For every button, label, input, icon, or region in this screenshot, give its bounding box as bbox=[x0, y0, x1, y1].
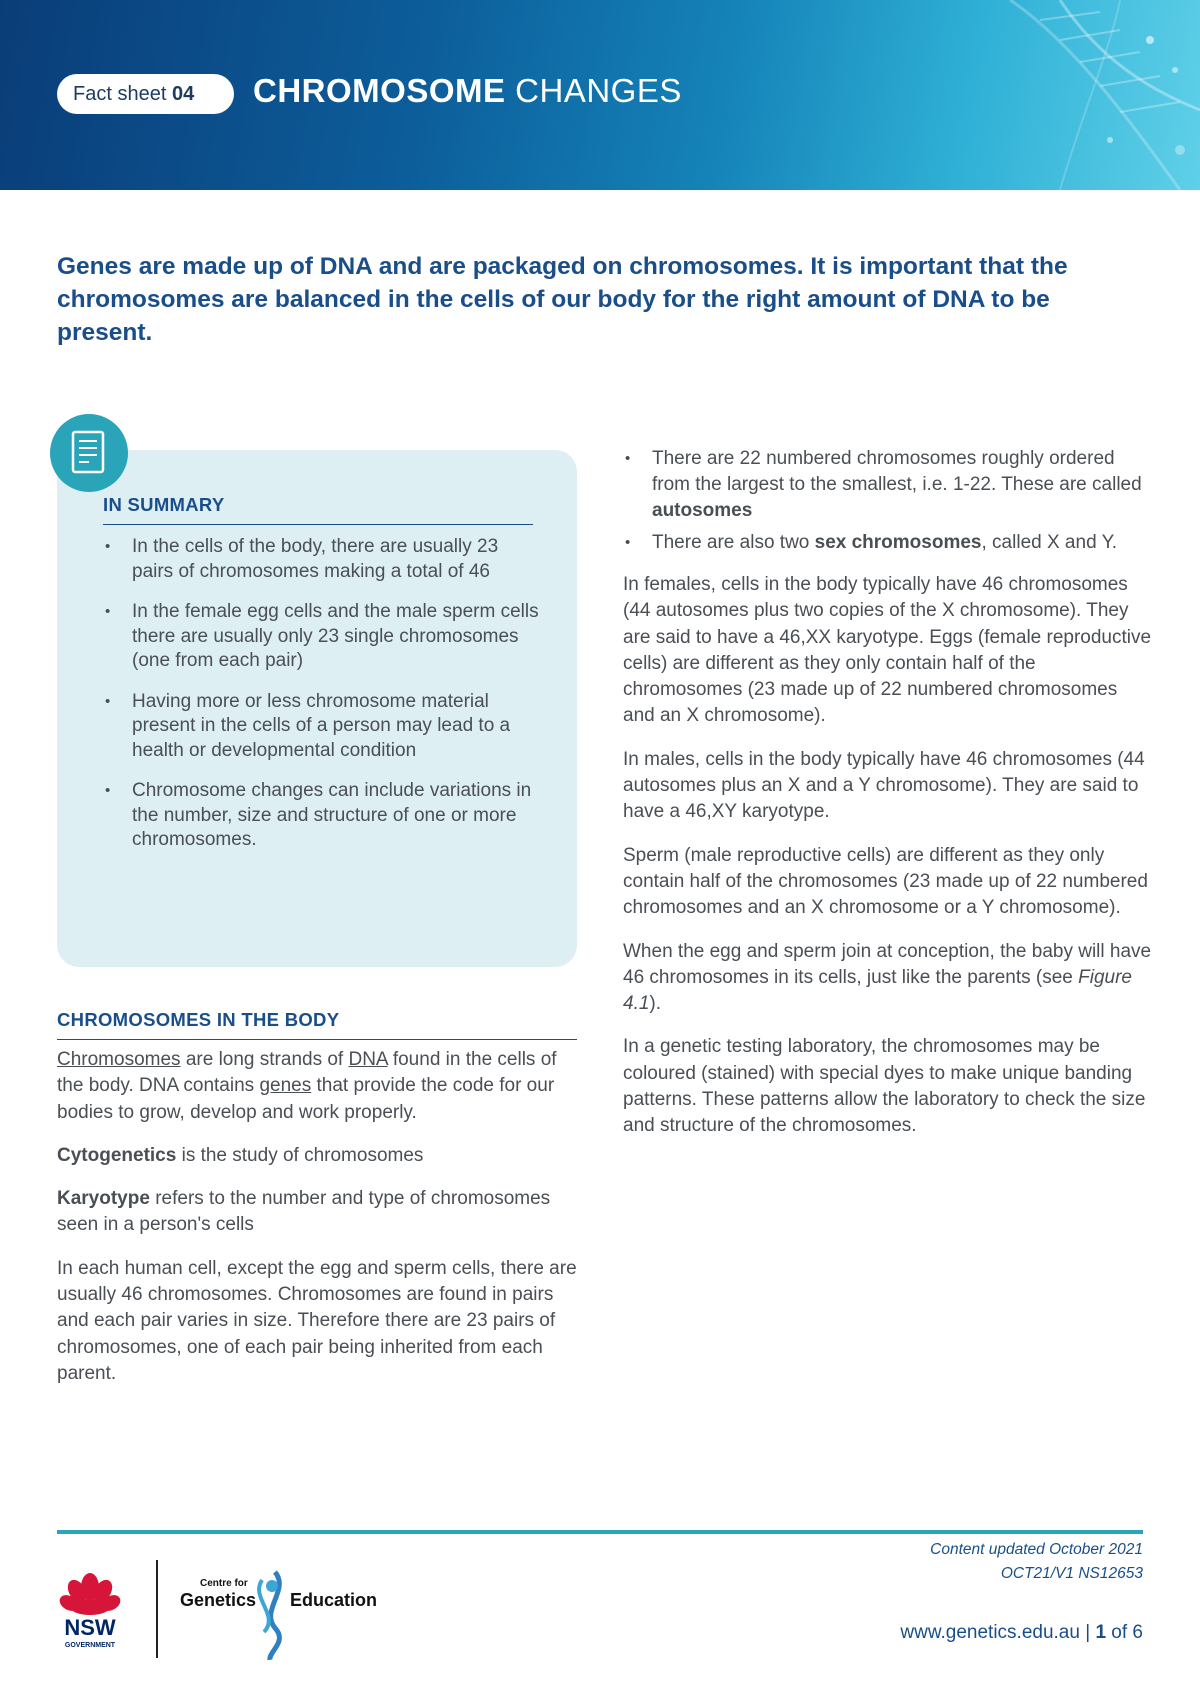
summary-heading: IN SUMMARY bbox=[103, 494, 533, 525]
logo-divider bbox=[156, 1560, 158, 1658]
website-link[interactable]: www.genetics.edu.au bbox=[900, 1622, 1080, 1643]
cge-logo-prefix: Centre for bbox=[200, 1578, 248, 1589]
link-chromosomes[interactable]: Chromosomes bbox=[57, 1049, 181, 1070]
paragraph-karyotype bbox=[57, 1186, 587, 1239]
summary-item: • Having more or less chromosome material present in the cells of a person may lead to a health or developmental condition bbox=[103, 690, 543, 764]
summary-item: • Chromosome changes can include variations in the number, size and structure of one or more chromosomes. bbox=[103, 779, 543, 853]
term-karyotype: Karyotype bbox=[57, 1188, 150, 1210]
header-banner bbox=[0, 0, 1200, 190]
footer-meta bbox=[930, 1538, 1143, 1586]
paragraph-laboratory: In a genetic testing laboratory, the chromosomes may be coloured (stained) with special dyes to make unique banding patterns. These patterns allow the laboratory to check the size and structure of the chromosomes. bbox=[623, 1036, 1146, 1137]
link-genes[interactable]: genes bbox=[259, 1075, 312, 1097]
fact-sheet-pill bbox=[57, 74, 234, 114]
text-span: are long strands of bbox=[180, 1049, 349, 1070]
nsw-government-logo bbox=[55, 1565, 125, 1655]
content-updated: Content updated October 2021 bbox=[930, 1541, 1143, 1558]
page-total: of 6 bbox=[1106, 1622, 1143, 1643]
text-span: There are also two bbox=[652, 532, 815, 553]
link-dna[interactable]: DNA bbox=[348, 1049, 388, 1070]
text-span: When the egg and sperm join at conception, the baby will have 46 chromosomes in its cells, just like the parents (see bbox=[623, 940, 1152, 988]
cge-logo-genetics: Genetics bbox=[180, 1590, 257, 1610]
nsw-logo-subtext: GOVERNMENT bbox=[64, 1642, 116, 1649]
cge-logo-education: Education bbox=[290, 1590, 378, 1610]
text-span: , called X and Y. bbox=[981, 532, 1118, 553]
page-title bbox=[253, 72, 682, 110]
summary-item: • In the cells of the body, there are usually 23 pairs of chromosomes making a total of 46 bbox=[103, 535, 543, 584]
paragraph-chromosomes bbox=[57, 1047, 587, 1126]
paragraph-cytogenetics bbox=[57, 1143, 587, 1169]
term-sex-chromosomes: sex chromosomes bbox=[814, 532, 982, 553]
page-title-bold: CHROMOSOME bbox=[253, 72, 506, 109]
page-number: 1 bbox=[1095, 1622, 1107, 1643]
footer-divider bbox=[57, 1530, 1143, 1534]
nsw-logo-text: NSW bbox=[64, 1615, 116, 1640]
figure-reference: Figure 4.1 bbox=[623, 966, 1132, 1015]
document-code: OCT21/V1 NS12653 bbox=[1000, 1565, 1143, 1582]
summary-list bbox=[103, 535, 543, 869]
section-heading: CHROMOSOMES IN THE BODY bbox=[57, 1009, 577, 1040]
dna-helix-graphic bbox=[680, 0, 1200, 190]
paragraph-females: In females, cells in the body typically have 46 chromosomes (44 autosomes plus two copies of the X chromosome). They are said to have a 46,XX karyotype. Eggs (female reproductive cells) are different as they only contain half of the chromosomes (23 made up of 22 numbered chromosomes and an X chromosome). bbox=[623, 574, 1152, 727]
separator: | bbox=[1079, 1622, 1096, 1643]
text-span: found in the cells of the body. DNA contains bbox=[57, 1049, 557, 1097]
paragraph-conception bbox=[623, 939, 1153, 1018]
text-span: that provide the code for our bodies to grow, develop and work properly. bbox=[57, 1075, 555, 1123]
right-bullet-list bbox=[623, 446, 1153, 556]
page-title-light: CHANGES bbox=[515, 72, 682, 109]
text-span: is the study of chromosomes bbox=[176, 1144, 424, 1166]
fact-sheet-number: 04 bbox=[171, 83, 195, 105]
term-cytogenetics: Cytogenetics bbox=[57, 1144, 177, 1166]
footer-page-info bbox=[900, 1622, 1143, 1644]
right-bullet-sex-chromosomes bbox=[623, 530, 1153, 556]
right-column bbox=[623, 446, 1153, 1157]
term-autosomes: autosomes bbox=[652, 500, 753, 521]
text-span: There are 22 numbered chromosomes roughly ordered from the largest to the smallest, i.e. 1-22. These are called bbox=[652, 448, 1142, 495]
right-bullet-autosomes bbox=[623, 446, 1153, 524]
text-span: ). bbox=[649, 993, 662, 1015]
lead-paragraph: Genes are made up of DNA and are packaged on chromosomes. It is important that the chromosomes are balanced in the cells of our body for the right amount of DNA to be present. bbox=[57, 253, 1068, 346]
text-span: refers to the number and type of chromosomes seen in a person's cells bbox=[57, 1188, 551, 1236]
document-icon bbox=[50, 414, 128, 492]
paragraph-human-cell: In each human cell, except the egg and sperm cells, there are usually 46 chromosomes. Chromosomes are found in pairs and each pair varies in size. Therefore there are 23 pairs of chromosomes, one of each pair being inherited from each parent. bbox=[57, 1257, 577, 1384]
summary-item: • In the female egg cells and the male sperm cells there are usually only 23 single chromosomes (one from each pair) bbox=[103, 600, 543, 674]
left-column bbox=[57, 1047, 587, 1404]
fact-sheet-label: Fact sheet bbox=[73, 83, 167, 105]
paragraph-males: In males, cells in the body typically have 46 chromosomes (44 autosomes plus an X and a Y chromosome). They are said to have a 46,XY karyotype. bbox=[623, 748, 1145, 823]
paragraph-sperm: Sperm (male reproductive cells) are different as they only contain half of the chromosomes (23 made up of 22 numbered chromosomes and an X chromosome or a Y chromosome). bbox=[623, 844, 1148, 919]
